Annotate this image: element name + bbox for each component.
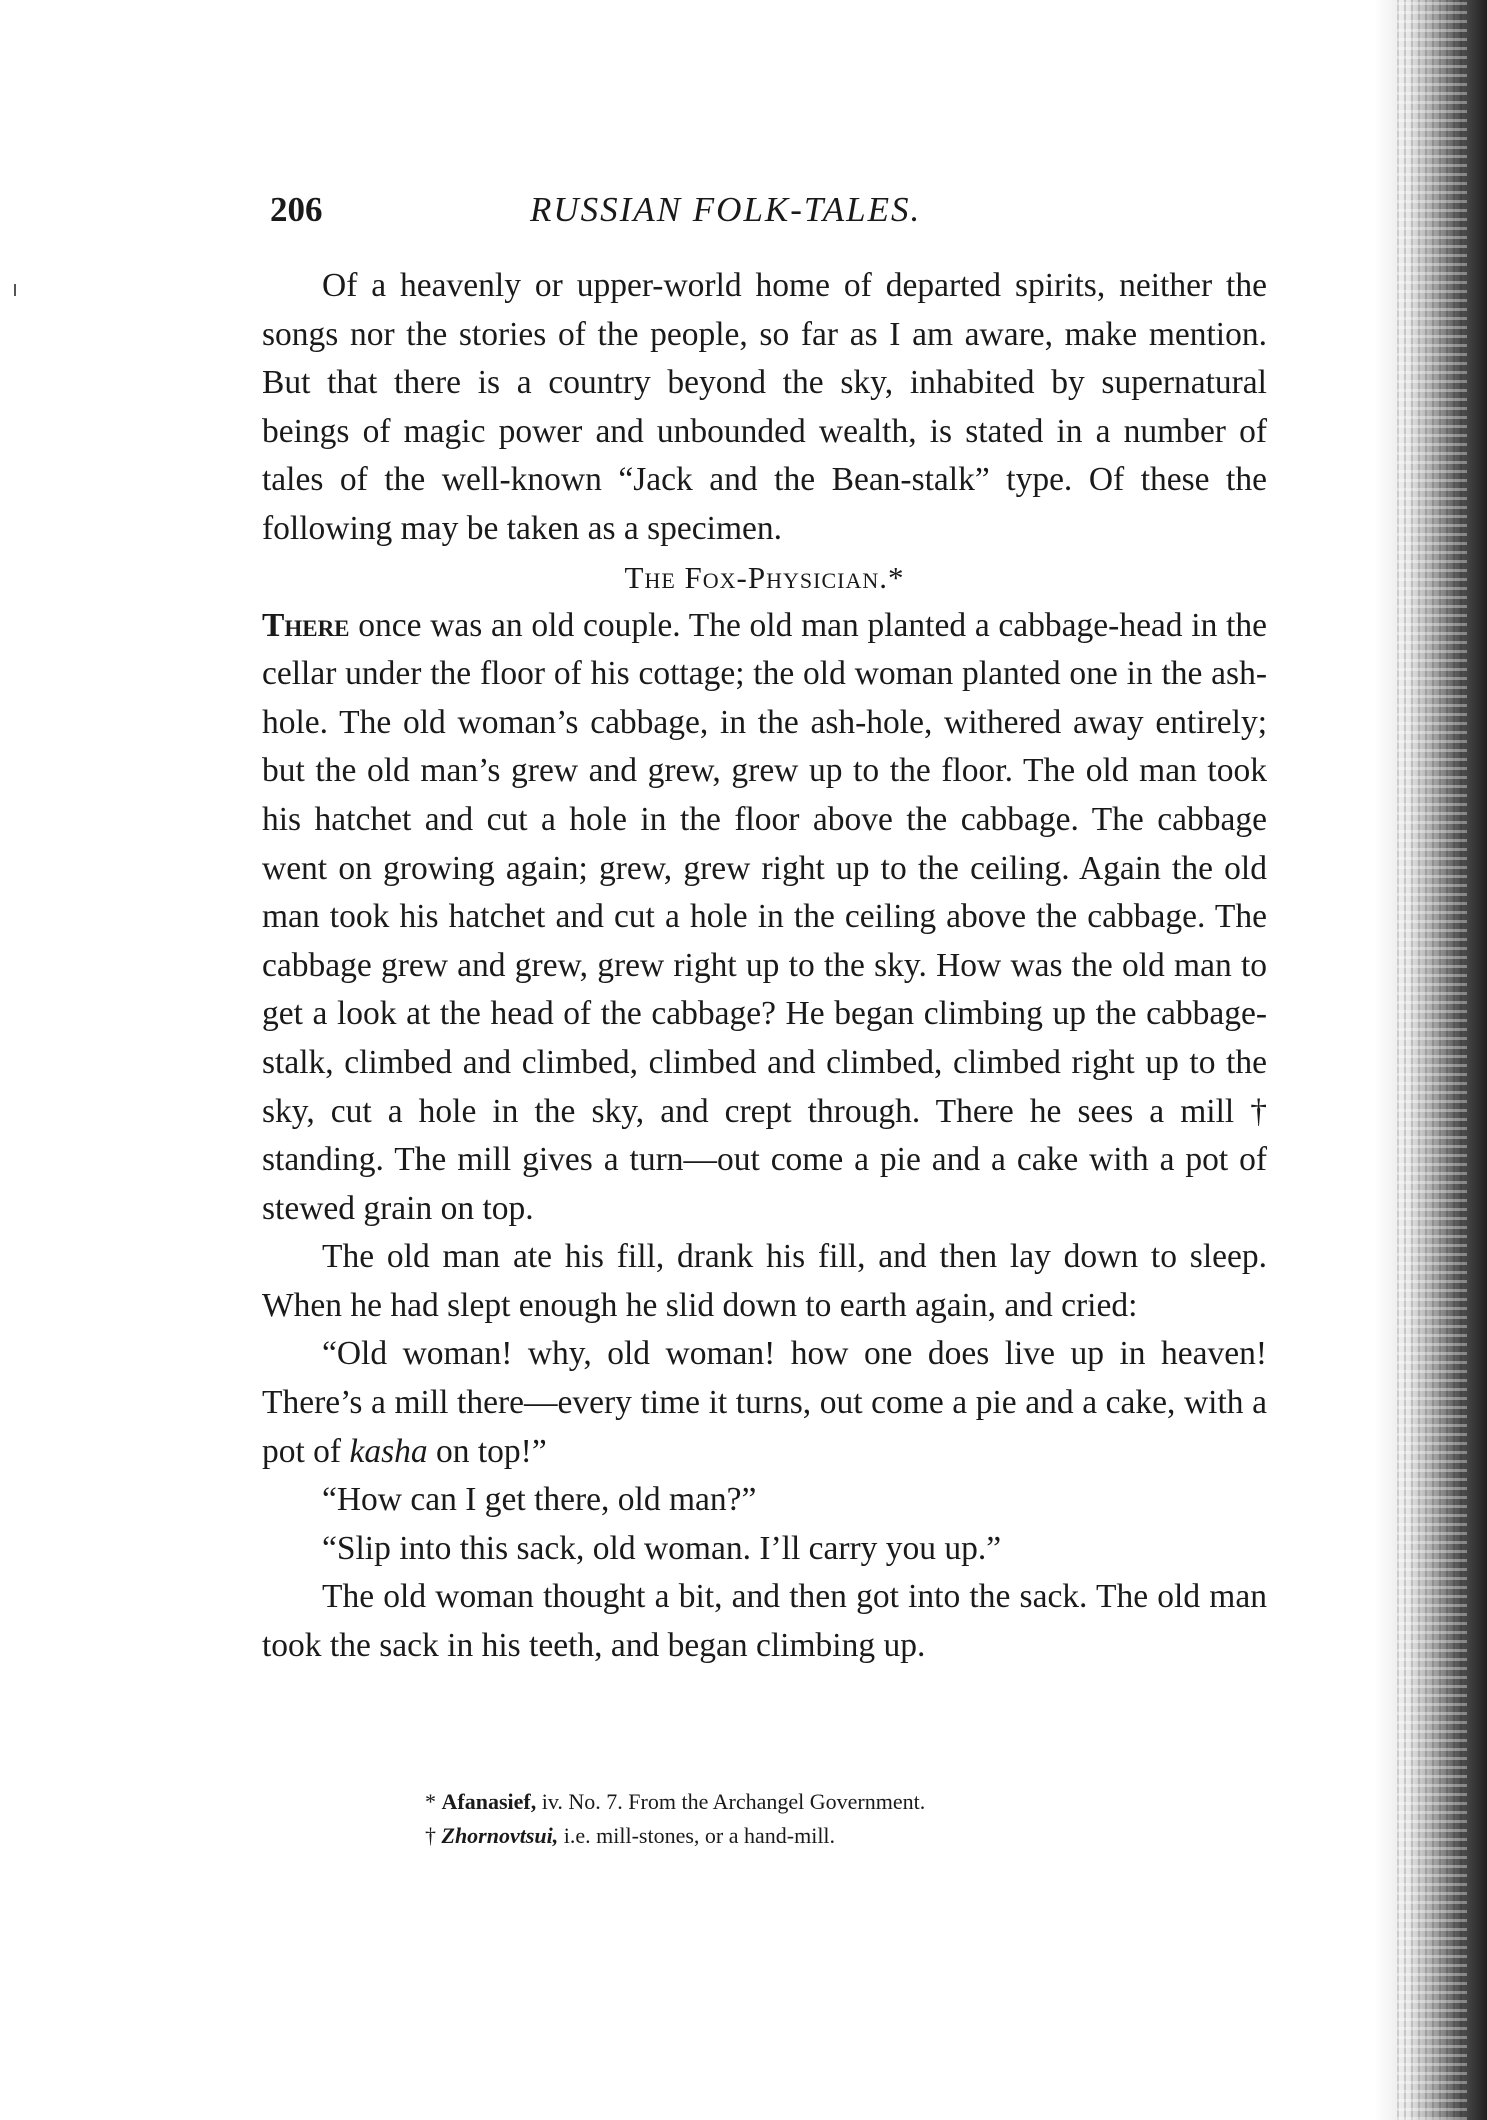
- story-paragraph-1-text: once was an old couple. The old man planted a cabbage-head in the cellar under the floor of his cottage; the old woman planted one in the ash-hole. The old woman’s cabbage, in the ash-hole, withered away entirely; but the old man’s grew and grew, grew up to the floor. The old man took his hatchet and cut a hole in the floor above the cabbage. The cabbage went on growing again; grew, grew right up to the ceiling. Again the old man took his hatchet and cut a hole in the ceiling above the cabbage. The cabbage grew and grew, grew right up to the sky. How was the old man to get a look at the head of the cabbage? He began climbing up the cabbage-stalk, climbed and climbed, climbed and climbed, climbed right up to the sky, cut a hole in the sky, and crept through. There he sees a mill † standing. The mill gives a turn—out come a pie and a cake with a pot of stewed grain on top.: [262, 606, 1267, 1227]
- italic-term: kasha: [349, 1432, 428, 1470]
- dialogue-text-end: on top!”: [427, 1432, 547, 1470]
- footnote-text: iv. No. 7. From the Archangel Government.: [536, 1789, 926, 1814]
- footnote-marker: *: [425, 1789, 436, 1814]
- running-head: RUSSIAN FOLK-TALES.: [530, 190, 922, 229]
- footnote-marker: †: [425, 1823, 436, 1848]
- intro-paragraph: Of a heavenly or upper-world home of departed spirits, neither the songs nor the stories of the people, so far as I am aware, make mention. But that there is a country beyond the sky, inhabited by supernatural beings of magic power and unbounded wealth, is stated in a number of tales of the well-known “Jack and the Bean-stalk” type. Of these the following may be taken as a specimen.: [262, 267, 1267, 547]
- footnote-source: Afanasief,: [441, 1789, 537, 1814]
- story-paragraph-6: The old woman thought a bit, and then got into the sack. The old man took the sack in his teeth, and began climbing up.: [262, 1578, 1267, 1665]
- footnote: [425, 1819, 925, 1853]
- footnotes: [425, 1785, 925, 1853]
- page-header: [270, 190, 1280, 240]
- margin-mark: [14, 284, 16, 296]
- story-body: [262, 602, 1267, 1671]
- dialogue-text: “Old woman! why, old woman! how one does live up in heaven! There’s a mill there—every time it turns, out come a pie and a cake, with a pot of: [262, 1335, 1267, 1470]
- opening-word: There: [262, 606, 350, 644]
- footnote: [425, 1785, 925, 1819]
- page-number: 206: [270, 190, 323, 229]
- page-binding-speckle: [1397, 0, 1467, 2120]
- story-paragraph-3: [262, 1330, 1267, 1476]
- story-title: [262, 554, 1267, 602]
- story-paragraph-5: “Slip into this sack, old woman. I’ll carry you up.”: [322, 1529, 1002, 1567]
- body-text: [262, 262, 1267, 1671]
- footnote-text: i.e. mill-stones, or a hand-mill.: [558, 1823, 836, 1848]
- footnote-term: Zhornovtsui,: [441, 1823, 559, 1848]
- story-paragraph-2: The old man ate his fill, drank his fill, and then lay down to sleep. When he had slept enough he slid down to earth again, and cried:: [262, 1238, 1267, 1324]
- story-title-text: The Fox-Physician.*: [624, 559, 905, 595]
- story-paragraph-4: “How can I get there, old man?”: [322, 1481, 757, 1519]
- story-paragraph-1: [262, 602, 1267, 1234]
